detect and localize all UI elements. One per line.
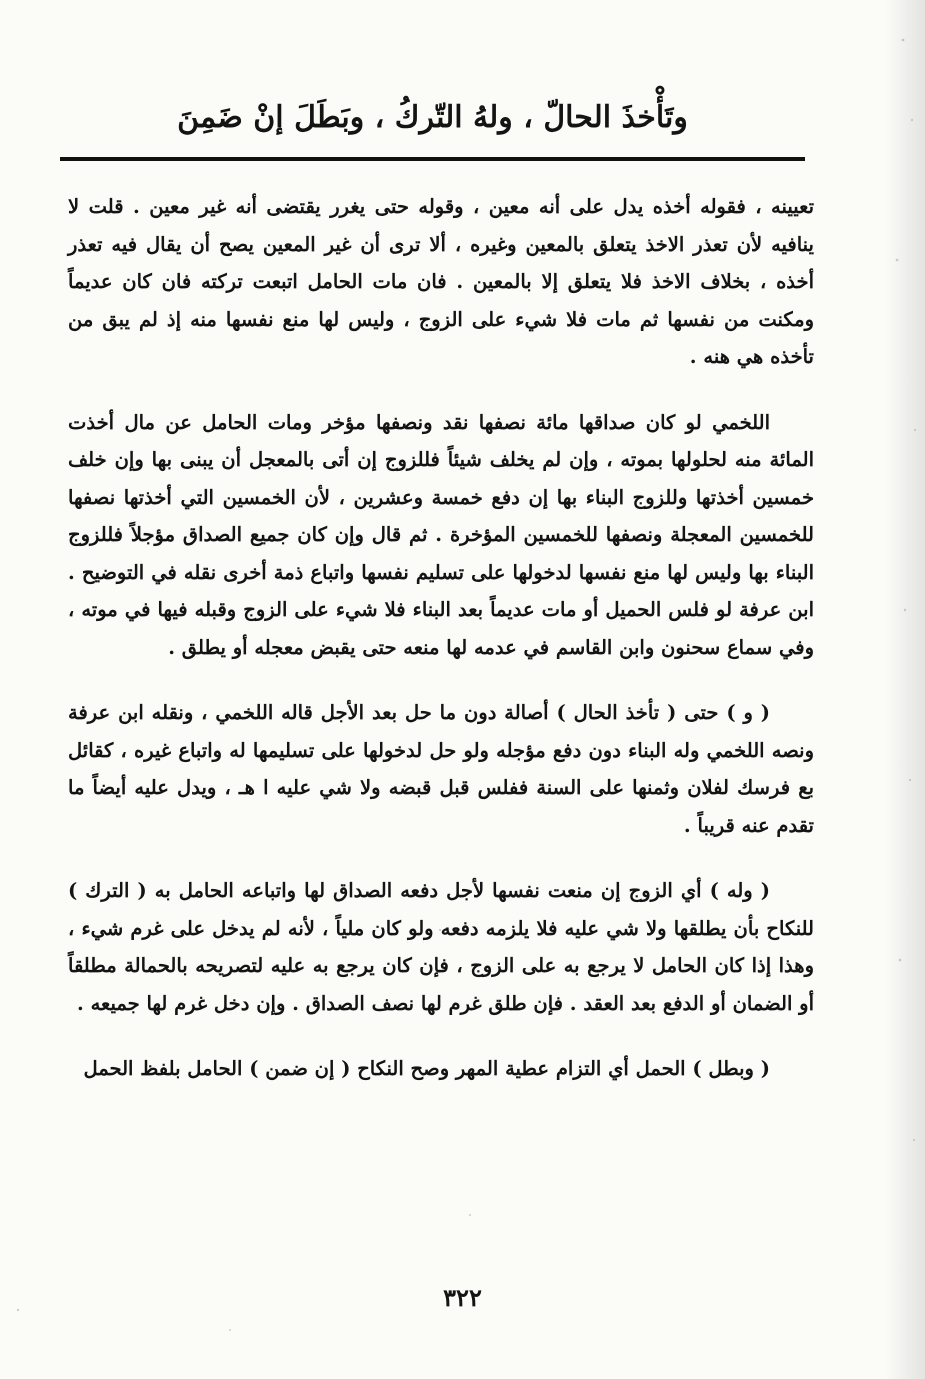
scan-edge-shadow (885, 0, 925, 1379)
header-rule (60, 157, 805, 161)
paragraph-3: ( و ) حتى ( تأخذ الحال ) أصالة دون ما حل بعد الأجل قاله اللخمي ، ونقله ابن عرفة ونصه اللخمي وله البناء دون دفع مؤجله ولو حل لدخولها على تسليمها له واتباع غيره ، كقائل بع فرسك لفلان وثمنها على السنة ففلس قبل قبضه ولا شي عليه ا هـ ، ويدل عليه أيضاً ما تقدم عنه قريباً . (68, 701, 814, 837)
body-text (68, 188, 814, 1116)
paragraph-2: اللخمي لو كان صداقها مائة نصفها نقد ونصفها مؤخر ومات الحامل عن مال أخذت المائة منه لحلولها بموته ، وإن لم يخلف شيئاً فللزوج إن أتى بالمعجل أن يبنى بها وإن خلف خمسين أخذتها وللزوج البناء بها إن دفع خمسة وعشرين ، لأن الخمسين التي أخذتها نصفها للخمسين المعجلة ونصفها للخمسين المؤخرة . ثم قال وإن كان جميع الصداق مؤجلاً فللزوج البناء بها وليس لها منع نفسها لدخولها على تسليم نفسها واتباع ذمة أخرى نقله في التوضيح . ابن عرفة لو فلس الحميل أو مات عديماً بعد البناء فلا شيء على الزوج وقبله فيها في موته ، وفي سماع سحنون وابن القاسم في عدمه لها منعه حتى يقبض معجله أو يطلق . (68, 410, 814, 659)
page-number: ٣٢٢ (443, 1283, 482, 1312)
paragraph-5: ( وبطل ) الحمل أي التزام عطية المهر وصح النكاح ( إن ضمن ) الحامل بلفظ الحمل (83, 1057, 770, 1080)
paragraph-1: تعيينه ، فقوله أخذه يدل على أنه معين ، وقوله حتى يغرر يقتضى أنه غير معين . قلت لا ينافيه لأن تعذر الاخذ يتعلق بالمعين وغيره ، ألا ترى أن غير المعين يصح أن يقال فيه تعذر أخذه ، بخلاف الاخذ فلا يتعلق إلا بالمعين . فان مات الحامل اتبعت تركته فان كان عديماً ومكنت من نفسها ثم مات فلا شيء على الزوج ، وليس لها منع نفسها منه إذ لم يبق من تأخذه هي هنه . (68, 195, 814, 368)
running-header: وتَأْخذَ الحالّ ، ولهُ التّركُ ، وبَطَلَ إنْ ضَمِنَ (177, 100, 688, 135)
paragraph-4: ( وله ) أي الزوج إن منعت نفسها لأجل دفعه الصداق لها واتباعه الحامل به ( الترك ) للنكاح بأن يطلقها ولا شي عليه فلا يلزمه دفعه ولو كان ملياً ، لأنه لم يدخل على غرم شيء ، وهذا إذا كان الحامل لا يرجع به على الزوج ، فإن كان يرجع به عليه لتصريحه بالحمالة مطلقاً أو الضمان أو الدفع بعد العقد . فإن طلق غرم لها نصف الصداق . وإن دخل غرم لها جميعه . (68, 879, 814, 1015)
